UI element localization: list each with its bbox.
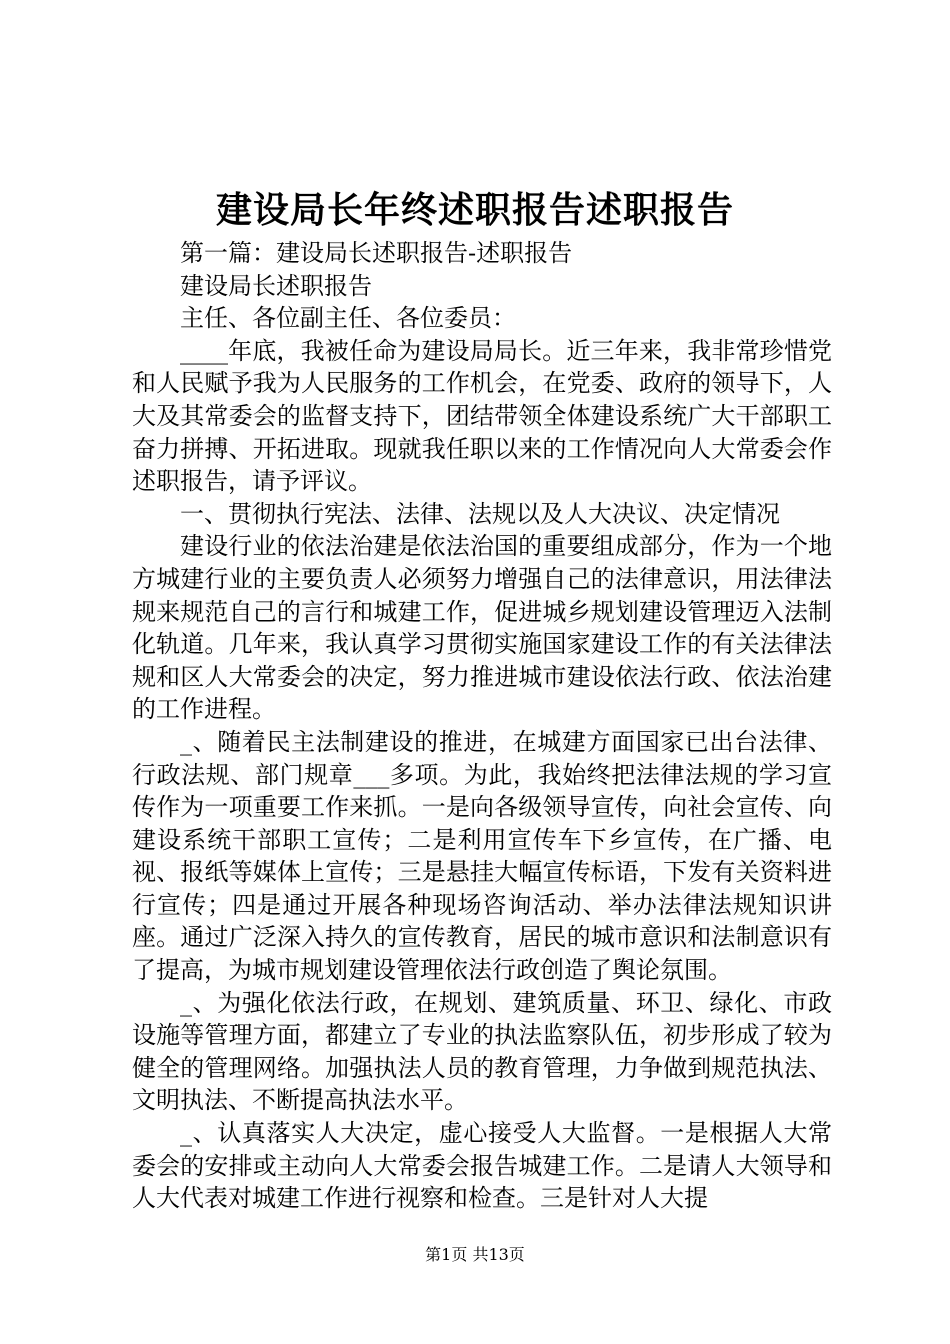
document-body [132,237,832,1215]
paragraph-section-heading: 一、贯彻执行宪法、法律、法规以及人大决议、决定情况 [180,499,780,528]
paragraph-body: _、随着民主法制建设的推进，在城建方面国家已出台法律、行政法规、部门规章___多项。为此，我始终把法律法规的学习宣传作为一项重要工作来抓。一是向各级领导宣传，向社会宣传、向建设系统干部职工宣传；二是利用宣传车下乡宣传，在广播、电视、报纸等媒体上宣传；三是悬挂大幅宣传标语，下发有关资料进行宣传；四是通过开展各种现场咨询活动、举办法律法规知识讲座。通过广泛深入持久的宣传教育，居民的城市意识和法制意识有了提高，为城市规划建设管理依法行政创造了舆论氛围。 [132,727,832,985]
paragraph-body: 建设行业的依法治建是依法治国的重要组成部分，作为一个地方城建行业的主要负责人必须努力增强自己的法律意识，用法律法规来规范自己的言行和城建工作，促进城乡规划建设管理迈入法制化轨道。几年来，我认真学习贯彻实施国家建设工作的有关法律法规和区人大常委会的决定，努力推进城市建设依法行政、依法治建的工作进程。 [132,532,832,724]
paragraph-salutation: 主任、各位副主任、各位委员： [180,304,516,333]
document-title: 建设局长年终述职报告述职报告 [215,189,734,231]
paragraph-report-title: 建设局长述职报告 [180,271,372,300]
page-footer: 第1页 共13页 [425,1245,525,1264]
paragraph-body: _、认真落实人大决定，虚心接受人大监督。一是根据人大常委会的安排或主动向人大常委会报告城建工作。二是请人大领导和人大代表对城建工作进行视察和检查。三是针对人大提 [132,1119,832,1213]
paragraph-intro: ____年底，我被任命为建设局局长。近三年来，我非常珍惜党和人民赋予我为人民服务的工作机会，在党委、政府的领导下，人大及其常委会的监督支持下，团结带领全体建设系统广大干部职工奋力拼搏、开拓进取。现就我任职以来的工作情况向人大常委会作述职报告，请予评议。 [132,336,832,496]
paragraph-body: _、为强化依法行政，在规划、建筑质量、环卫、绿化、市政设施等管理方面，都建立了专业的执法监察队伍，初步形成了较为健全的管理网络。加强执法人员的教育管理，力争做到规范执法、文明执法、不断提高执法水平。 [132,988,832,1115]
paragraph-chapter-heading: 第一篇：建设局长述职报告-述职报告 [180,239,573,267]
